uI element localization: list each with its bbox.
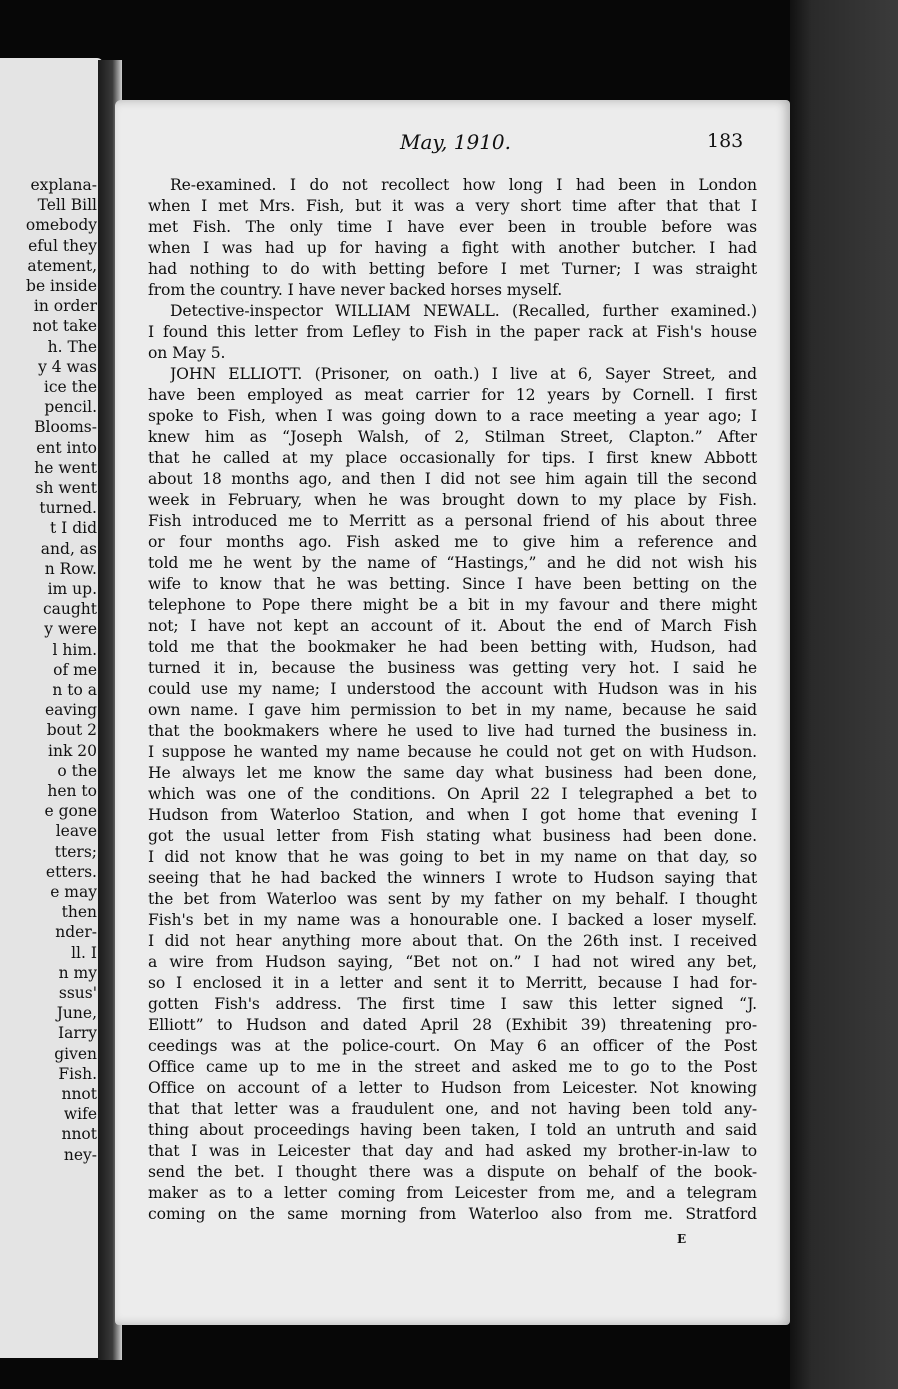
body-line: He always let me know the same day what business had been done, [148, 764, 757, 782]
body-line: on May 5. [148, 344, 226, 362]
left-page-line: ink 20 [48, 741, 97, 760]
left-page-line: y 4 was [38, 357, 97, 376]
body-line: the bet from Waterloo was sent by my father on my behalf. I thought [148, 890, 757, 908]
left-page-line: y were [44, 620, 97, 639]
body-line: or four months ago. Fish asked me to give him a reference and [148, 533, 757, 551]
body-line: week in February, when he was brought down to my place by Fish. [148, 491, 757, 509]
left-page-fragment [0, 58, 103, 1358]
body-line: own name. I gave him permission to bet in my name, because he said [148, 701, 757, 719]
body-line: Detective-inspector WILLIAM NEWALL. (Recalled, further examined.) [170, 302, 757, 320]
body-line: met Fish. The only time I have ever been in trouble before was [148, 218, 757, 236]
body-line: spoke to Fish, when I was going down to a race meeting a year ago; I [148, 407, 757, 425]
body-line: maker as to a letter coming from Leicester from me, and a telegram [148, 1184, 757, 1202]
body-line: when I met Mrs. Fish, but it was a very short time after that that I [148, 197, 757, 215]
left-page-line: Blooms- [34, 418, 97, 437]
left-page-line: sh went [35, 479, 97, 497]
body-line: I did not hear anything more about that. On the 26th inst. I received [148, 932, 757, 950]
body-line: JOHN ELLIOTT. (Prisoner, on oath.) I live at 6, Sayer Street, and [170, 365, 757, 383]
body-line: got the usual letter from Fish stating what business had been done. [148, 827, 757, 845]
left-page-line: bout 2 [46, 721, 97, 740]
left-page-line: tters; [54, 842, 97, 861]
body-line: thing about proceedings having been taken, I told an untruth and said [148, 1121, 757, 1139]
body-line: knew him as “Joseph Walsh, of 2, Stilman Street, Clapton.” After [148, 428, 757, 446]
left-page-line: l him. [52, 640, 97, 659]
left-page-line: nnot [61, 1085, 97, 1103]
left-page-line: Tell Bill [37, 196, 97, 215]
body-line: coming on the same morning from Waterloo also from me. Stratford [148, 1205, 757, 1223]
left-page-line: then [61, 903, 97, 922]
body-line: Office came up to me in the street and asked me to go to the Post [148, 1058, 757, 1076]
body-line: Re-examined. I do not recollect how long I had been in London [170, 176, 757, 194]
left-page-line: h. The [47, 337, 97, 356]
left-page-line: caught [42, 600, 97, 619]
body-line: telephone to Pope there might be a bit in my favour and there might [148, 596, 757, 614]
body-line: Hudson from Waterloo Station, and when I got home that evening I [148, 806, 757, 824]
left-page-line: n my [58, 963, 97, 982]
left-page-line: omebody [25, 216, 97, 235]
left-page-line: he went [34, 458, 97, 477]
left-page-line: wife [63, 1105, 97, 1124]
body-line: that the bookmakers where he used to live had turned the business in. [148, 722, 757, 740]
left-page-line: leave [55, 822, 97, 841]
left-page-line: June, [56, 1004, 97, 1023]
left-page-line: n Row. [44, 559, 97, 578]
body-line: Office on account of a letter to Hudson from Leicester. Not knowing [148, 1079, 757, 1097]
body-line: Fish's bet in my name was a honourable one. I backed a loser myself. [148, 911, 757, 929]
left-page-line: ssus' [58, 984, 97, 1002]
body-line: not; I have not kept an account of it. About the end of March Fish [148, 617, 757, 635]
left-page-line: not take [32, 317, 97, 336]
signature-mark: E [677, 1232, 687, 1246]
body-line: I suppose he wanted my name because he could not get on with Hudson. [148, 743, 757, 761]
body-line: turned it in, because the business was getting very hot. I said he [148, 659, 757, 677]
body-line: ceedings was at the police-court. On May 6 an officer of the Post [148, 1037, 757, 1055]
left-page-line: explana- [30, 176, 97, 194]
body-line: I did not know that he was going to bet in my name on that day, so [148, 848, 757, 866]
left-page-line: Fish. [58, 1064, 97, 1083]
body-line: had nothing to do with betting before I met Turner; I was straight [148, 260, 757, 278]
left-page-line: given [54, 1044, 97, 1063]
body-line: that he called at my place occasionally for tips. I first knew Abbott [148, 449, 757, 467]
body-line: I found this letter from Lefley to Fish in the paper rack at Fish's house [148, 323, 757, 341]
left-page-line: e may [50, 883, 97, 901]
page-number: 183 [707, 130, 744, 152]
left-page-line: of me [53, 660, 97, 679]
left-page-line: eaving [44, 701, 97, 720]
left-page-line: etters. [45, 862, 97, 881]
left-page-line: turned. [39, 499, 97, 518]
left-page-line: ent into [36, 438, 97, 457]
body-line: about 18 months ago, and then I did not see him again till the second [148, 470, 757, 488]
running-head: May, 1910. [400, 130, 512, 154]
right-margin-background [790, 0, 898, 1389]
body-line: which was one of the conditions. On April 22 I telegraphed a bet to [148, 785, 757, 803]
left-page-line: im up. [47, 580, 97, 598]
left-page-line: ll. I [71, 943, 97, 962]
body-line: told me he went by the name of “Hastings,” and he did not wish his [148, 554, 757, 572]
body-line: have been employed as meat carrier for 12 years by Cornell. I first [148, 386, 757, 404]
body-line: seeing that he had backed the winners I wrote to Hudson saying that [148, 869, 757, 887]
body-line: a wire from Hudson saying, “Bet not on.” I had not wired any bet, [148, 953, 757, 971]
body-line: could use my name; I understood the account with Hudson was in his [148, 680, 757, 698]
body-line: from the country. I have never backed horses myself. [148, 281, 563, 299]
left-page-line: Iarry [58, 1024, 97, 1043]
left-page-line: and, as [40, 539, 97, 558]
left-page-line: ney- [63, 1145, 97, 1164]
body-line: when I was had up for having a fight with another butcher. I had [148, 239, 757, 257]
left-page-line: t I did [49, 519, 97, 538]
body-line: wife to know that he was betting. Since I have been betting on the [148, 575, 757, 593]
body-line: told me that the bookmaker he had been betting with, Hudson, had [148, 638, 757, 656]
left-page-line: o the [57, 761, 97, 780]
left-page-line: atement, [27, 256, 97, 275]
left-page-line: be inside [26, 277, 97, 295]
body-line: that that letter was a fraudulent one, and not having been told any- [148, 1100, 757, 1118]
left-page-line: nnot [61, 1125, 97, 1144]
body-line: send the bet. I thought there was a dispute on behalf of the book- [148, 1163, 757, 1181]
left-page-line: n to a [52, 681, 97, 699]
left-page-line: in order [33, 297, 97, 316]
body-line: gotten Fish's address. The first time I saw this letter signed “J. [148, 995, 757, 1013]
left-page-line: pencil. [44, 398, 97, 417]
left-page-line: e gone [44, 802, 97, 821]
left-page-line: nder- [55, 923, 97, 942]
left-page-line: hen to [47, 782, 97, 800]
body-line: Fish introduced me to Merritt as a personal friend of his about three [148, 512, 757, 530]
left-page-line: eful they [28, 236, 97, 255]
left-page-line: ice the [43, 378, 97, 396]
body-line: Elliott” to Hudson and dated April 28 (Exhibit 39) threatening pro- [148, 1016, 757, 1034]
body-line: that I was in Leicester that day and had asked my brother-in-law to [148, 1142, 757, 1160]
body-line: so I enclosed it in a letter and sent it to Merritt, because I had for- [148, 974, 757, 992]
